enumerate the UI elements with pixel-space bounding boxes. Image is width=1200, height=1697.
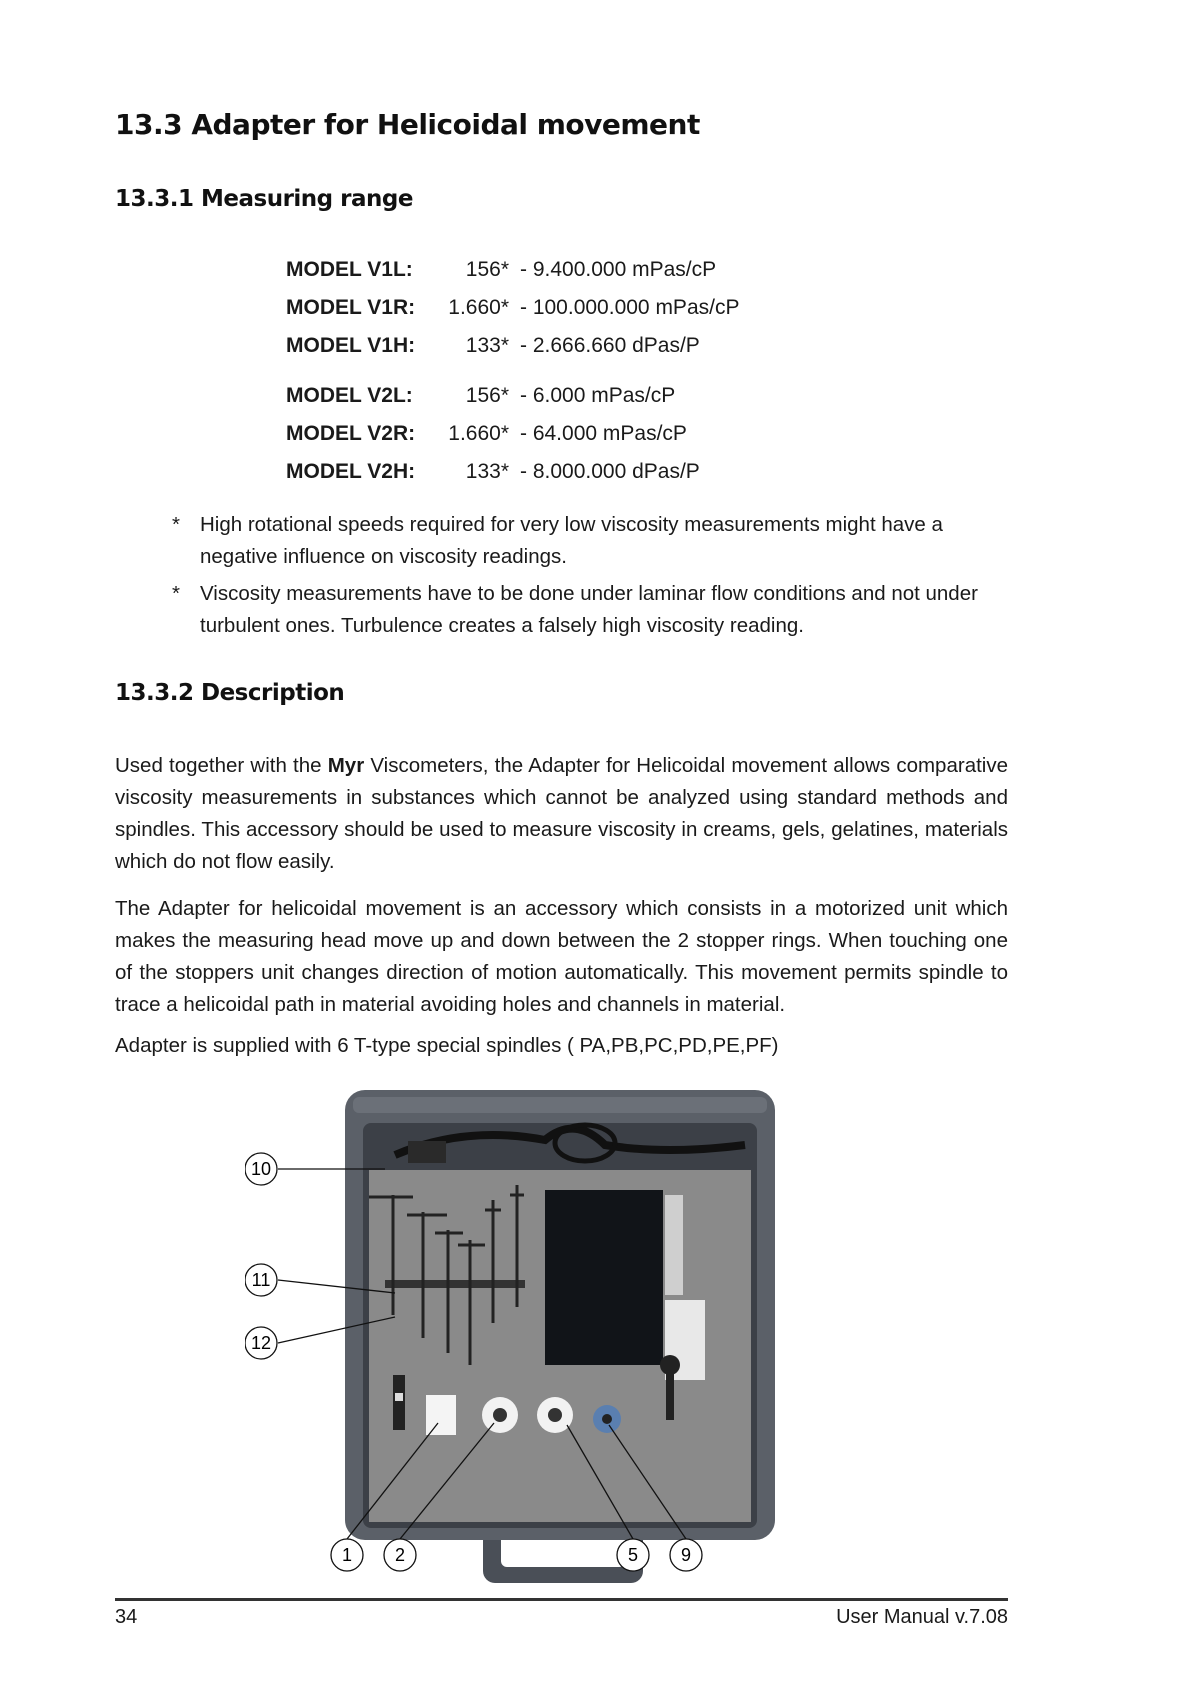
model-max: - 64.000 mPas/cP xyxy=(520,422,687,445)
footnote-marker: * xyxy=(172,582,180,605)
model-min: 156* xyxy=(465,258,509,281)
footnote-text: Viscosity measurements have to be done under laminar flow conditions and not under turbulent ones. Turbulence creates a falsely high viscosity reading. xyxy=(200,582,978,637)
model-min: 1.660* xyxy=(448,422,509,445)
stopper-ring-2-hole xyxy=(548,1408,562,1422)
guard-leg-ring xyxy=(395,1393,403,1401)
blue-ring-hole xyxy=(602,1414,612,1424)
footer-divider xyxy=(115,1598,1008,1601)
model-max: - 9.400.000 mPas/cP xyxy=(520,258,717,281)
paragraph-text: Used together with the xyxy=(115,754,328,777)
description-paragraph: The Adapter for helicoidal movement is an accessory which consists in a motorized unit which makes the measuring head move up and down between the 2 stopper rings. When touching one of the stoppers unit changes direction of motion automatically. This movement permits spindle to trace a helicoidal path in material avoiding holes and channels in material. xyxy=(115,897,1008,1016)
model-name: MODEL V1H: xyxy=(286,334,416,357)
model-name: MODEL V2H: xyxy=(286,460,416,483)
model-min: 156* xyxy=(465,384,509,407)
model-name: MODEL V2L: xyxy=(286,384,413,407)
page-number: 34 xyxy=(115,1606,138,1628)
adapter-case-figure xyxy=(245,1085,785,1585)
description-paragraph: Adapter is supplied with 6 T-type special spindles ( PA,PB,PC,PD,PE,PF) xyxy=(115,1034,779,1057)
document-title: User Manual v.7.08 xyxy=(836,1606,1008,1628)
model-name: MODEL V2R: xyxy=(286,422,416,445)
model-max: - 8.000.000 dPas/P xyxy=(520,460,700,483)
callout-label: 1 xyxy=(341,1545,353,1565)
model-max: - 2.666.660 dPas/P xyxy=(520,334,700,357)
paragraph-text: Viscometers, the Adapter for Helicoidal movement allows comparative viscosity measurements in substances which cannot be analyzed using standard methods and spindles. This accessory should be used to measure viscosity in creams, gels, gelatines, materials which do not flow easily. xyxy=(115,754,1008,873)
case-rim-top xyxy=(353,1097,767,1113)
stopper-ring-1-hole xyxy=(493,1408,507,1422)
cable-plug xyxy=(408,1141,446,1163)
footnote xyxy=(172,578,1012,642)
callout-label: 5 xyxy=(627,1545,639,1565)
description-paragraph xyxy=(115,750,1008,878)
subsection-title-measuring-range: 13.3.1 Measuring range xyxy=(115,186,413,212)
model-min: 1.660* xyxy=(448,296,509,319)
callout-label: 12 xyxy=(250,1333,272,1353)
guard-leg xyxy=(393,1375,405,1430)
motor-lever xyxy=(666,1370,674,1420)
model-name: MODEL V1R: xyxy=(286,296,416,319)
footnote-text: High rotational speeds required for very low viscosity measurements might have a negative influence on viscosity readings. xyxy=(200,513,943,568)
model-name: MODEL V1L: xyxy=(286,258,413,281)
model-min: 133* xyxy=(465,334,509,357)
subsection-title-description: 13.3.2 Description xyxy=(115,680,345,706)
footnote xyxy=(172,509,1012,573)
brand-name: Myr xyxy=(327,754,365,777)
section-title: 13.3 Adapter for Helicoidal movement xyxy=(115,108,700,141)
white-block xyxy=(426,1395,456,1435)
callout-label: 10 xyxy=(250,1159,272,1179)
model-min: 133* xyxy=(465,460,509,483)
motor-bracket xyxy=(665,1195,683,1295)
motor-unit xyxy=(545,1190,663,1365)
model-max: - 6.000 mPas/cP xyxy=(520,384,676,407)
callout-label: 9 xyxy=(680,1545,692,1565)
callout-label: 2 xyxy=(394,1545,406,1565)
callout-label: 11 xyxy=(251,1270,271,1290)
footnote-marker: * xyxy=(172,513,180,536)
model-max: - 100.000.000 mPas/cP xyxy=(520,296,740,319)
spindle-holder-bar xyxy=(385,1280,525,1288)
case-photo-illustration xyxy=(245,1085,785,1585)
